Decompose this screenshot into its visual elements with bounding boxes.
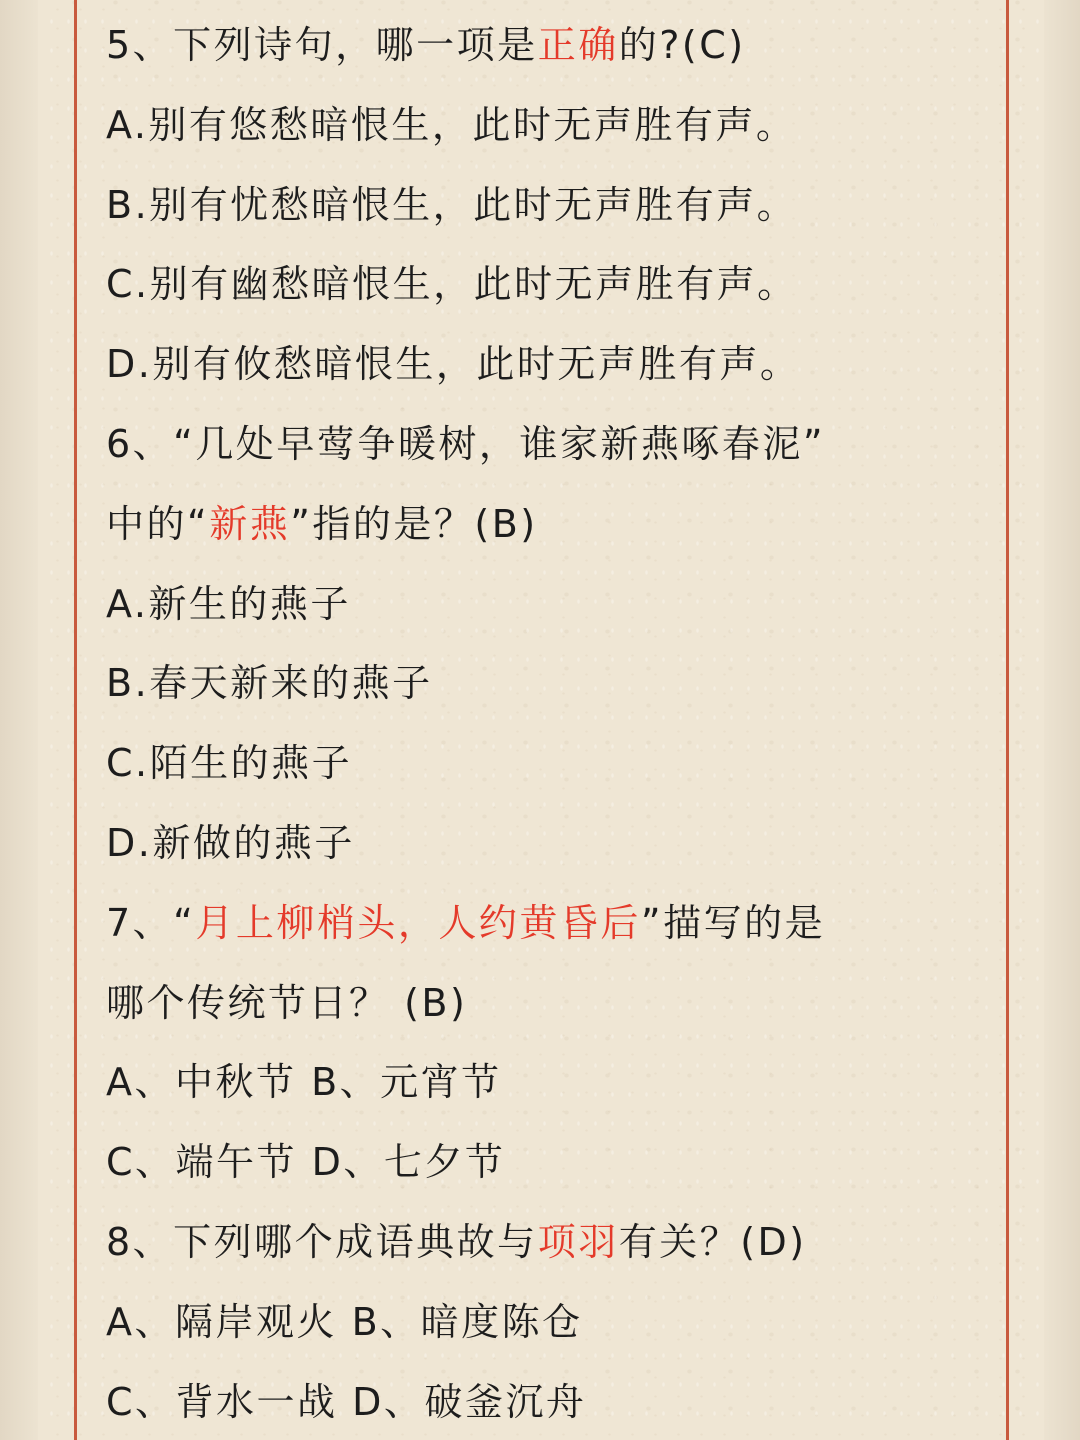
question-8-highlight: 项羽 <box>537 1219 619 1264</box>
question-6-stem-text: 中的“ <box>106 501 210 546</box>
question-6-option-c: C.陌生的燕子 <box>106 741 353 786</box>
page-edge-left <box>0 0 38 1440</box>
question-7-stem-tail: ”描写的是 <box>640 900 826 945</box>
question-8-stem-text: 8、下列哪个成语典故与 <box>106 1219 538 1264</box>
question-5-option-d: D.别有攸愁暗恨生，此时无声胜有声。 <box>106 342 801 387</box>
question-5-stem-tail: 的?(C) <box>618 23 746 67</box>
question-7-options-row-2: C、端午节 D、七夕节 <box>106 1140 506 1185</box>
question-8-stem <box>106 1203 986 1283</box>
question-5-stem <box>106 6 986 86</box>
page-edge-right <box>1044 0 1080 1440</box>
question-5-highlight: 正确 <box>537 23 619 67</box>
frame-border-left <box>74 0 77 1440</box>
question-5-option-c: C.别有幽愁暗恨生，此时无声胜有声。 <box>106 262 798 307</box>
quiz-content <box>106 6 986 1440</box>
question-8-stem-tail: 有关？(D) <box>618 1219 807 1264</box>
question-6-option-b: B.春天新来的燕子 <box>106 661 433 706</box>
question-7-options-row-1: A、中秋节 B、元宵节 <box>106 1060 502 1105</box>
question-6-stem-tail: ”指的是？(B) <box>290 501 538 546</box>
question-5-option-a: A.别有悠愁暗恨生，此时无声胜有声。 <box>106 102 797 147</box>
question-6-highlight: 新燕 <box>209 501 291 546</box>
question-7-stem-text: 7、“ <box>106 900 196 945</box>
question-6-option-a: A.新生的燕子 <box>106 581 351 626</box>
question-5-stem-text: 5、下列诗句，哪一项是 <box>106 23 538 67</box>
question-6-option-d: D.新做的燕子 <box>106 820 355 865</box>
question-7-stem-line-1 <box>106 884 986 964</box>
question-6-stem-line-1: 6、“几处早莺争暖树，谁家新燕啄春泥” <box>106 421 826 466</box>
question-8-options-row-1: A、隔岸观火 B、暗度陈仓 <box>106 1299 583 1344</box>
question-6-stem-line-2 <box>106 485 986 565</box>
frame-border-right <box>1006 0 1009 1440</box>
question-7-highlight: 月上柳梢头，人约黄昏后 <box>195 900 641 945</box>
question-5-option-b: B.别有忧愁暗恨生，此时无声胜有声。 <box>106 182 798 227</box>
question-7-stem-line-2: 哪个传统节日？ (B) <box>106 980 468 1025</box>
question-8-options-row-2: C、背水一战 D、破釜沉舟 <box>106 1379 587 1424</box>
